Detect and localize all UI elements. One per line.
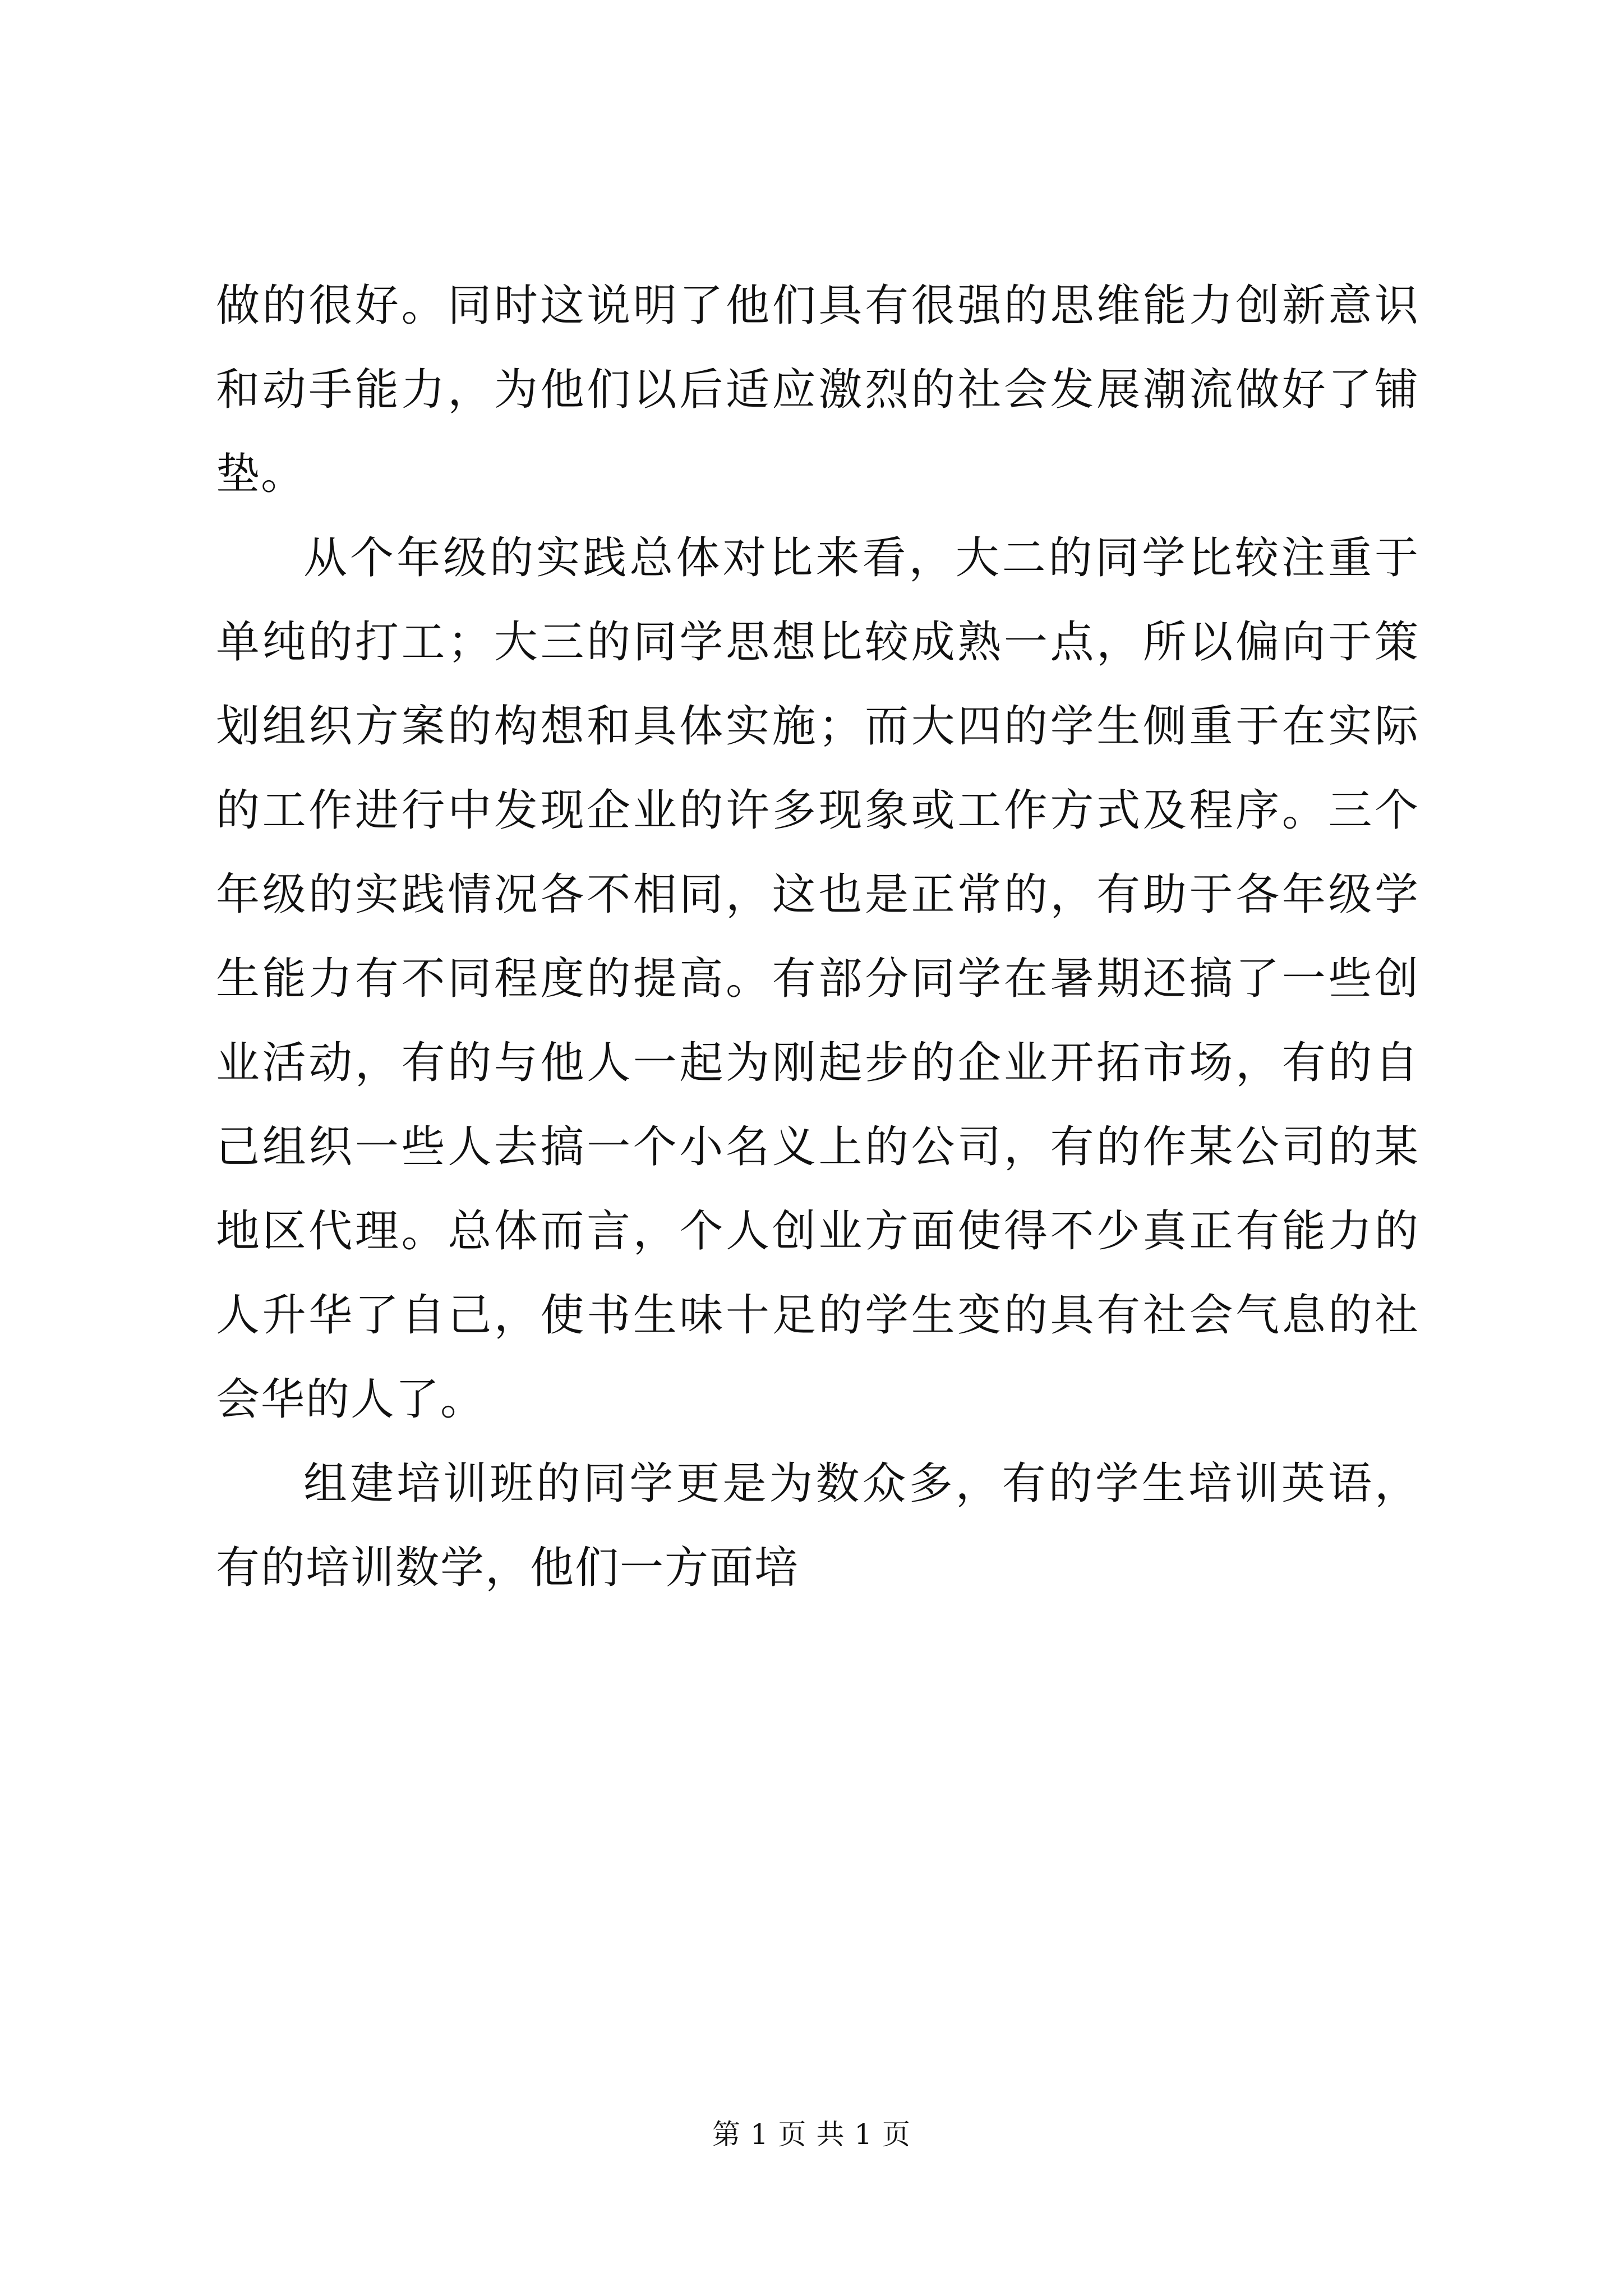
page-footer-indicator: 第 1 页 共 1 页 bbox=[712, 2118, 911, 2151]
paragraph-1: 做的很好。同时这说明了他们具有很强的思维能力创新意识和动手能力，为他们以后适应激烈的社会发展潮流做好了铺垫。 bbox=[216, 280, 1419, 499]
document-body bbox=[216, 264, 1419, 1610]
paragraph-3: 组建培训班的同学更是为数众多，有的学生培训英语，有的培训数学，他们一方面培 bbox=[216, 1458, 1419, 1593]
paragraph-2: 从个年级的实践总体对比来看，大二的同学比较注重于单纯的打工；大三的同学思想比较成熟一点，所以偏向于策划组织方案的构想和具体实施；而大四的学生侧重于在实际的工作进行中发现企业的许多现象或工作方式及程序。三个年级的实践情况各不相同，这也是正常的，有助于各年级学生能力有不同程度的提高。有部分同学在暑期还搞了一些创业活动，有的与他人一起为刚起步的企业开拓市场，有的自己组织一些人去搞一个小名义上的公司，有的作某公司的某地区代理。总体而言，个人创业方面使得不少真正有能力的人升华了自己，使书生味十足的学生变的具有社会气息的社会华的人了。 bbox=[216, 533, 1419, 1425]
